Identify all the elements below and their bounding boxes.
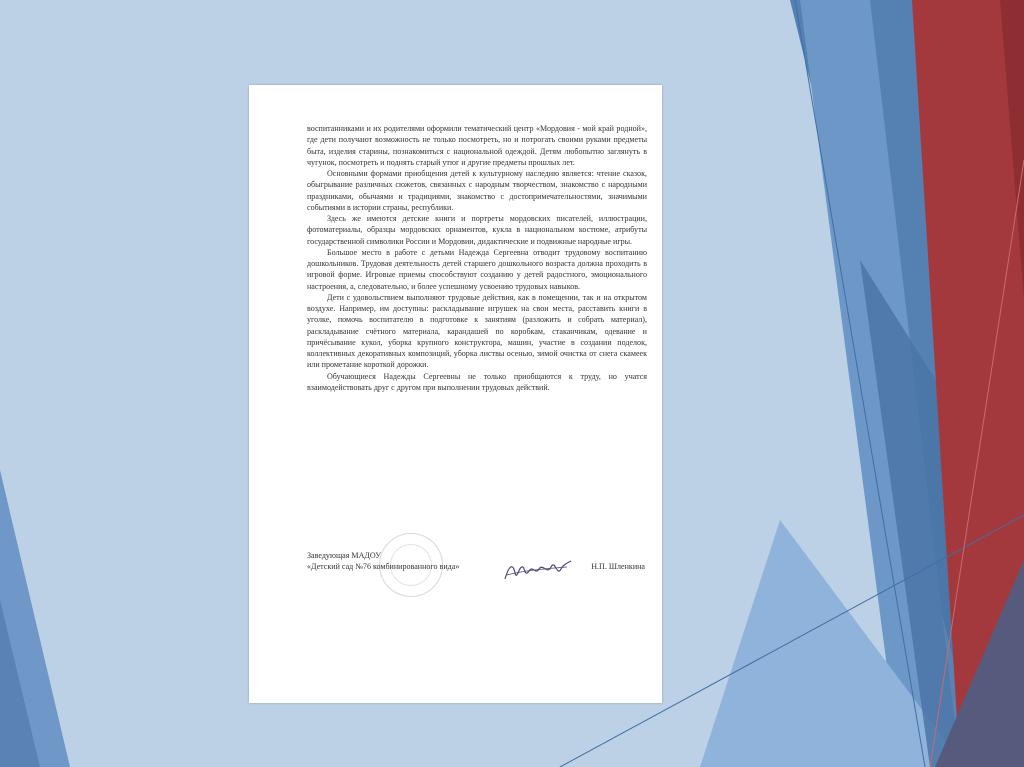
signature-title-line1: Заведующая МАДОУ [307, 551, 381, 560]
paragraph-5: Дети с удовольствием выполняют трудовые действия, как в помещении, так и на открытом воздухе. Например, им доступны: раскладывание игрушек на свои места, расставить книги в уголке, помочь воспитателю в подготовке к занятиям (разложить и собрать материал), раскладывание счётного материала, карандашей по коробкам, стаканчикам, одевание и причёсывание кукол, уборка крупного конструктора, машин, участие в создании поделок, коллективных декоративных композиций, уборка листвы осенью, зимой очистка от снега скамеек или прометание короткой дорожки. [307, 292, 647, 370]
document-page [249, 85, 662, 703]
paragraph-1: воспитанниками и их родителями оформили тематический центр «Мордовия - мой край родной», где дети получают возможность не только посмотреть, но и потрогать своими руками предметы быта, изделия старины, познакомиться с национальной одеждой. Детям любопытно заглянуть в чугунок, посмотреть и поднять старый утюг и другие предметы прошлых лет. [307, 124, 647, 167]
paragraph-2: Основными формами приобщения детей к культурному наследию является: чтение сказок, обыгрывание различных сюжетов, связанных с народным творчеством, знакомство с народными праздниками, обычаями и традициями, знакомство с достопримечательностями, значимыми событиями в истории страны, республики. [307, 169, 647, 212]
signature-name: Н.П. Шленкина [591, 562, 645, 572]
document-body [307, 123, 647, 393]
paragraph-4: Большое место в работе с детьми Надежда Сергеевна отводит трудовому воспитанию дошкольников. Трудовая деятельность детей старшего дошкольного возраста должна проходить в игровой форме. Игровые приемы способствуют созданию у детей радостного, эмоционального настроения, а, следовательно, и более успешному усвоению трудовых навыков. [307, 247, 647, 291]
signature-title-line2 [307, 561, 647, 572]
paragraph-6: Обучающиеся Надежды Сергеевны не только приобщаются к труду, но учатся взаимодействовать друг с другом при выполнении трудовых действий. [307, 371, 647, 392]
signature-block [307, 550, 647, 573]
signature-org: «Детский сад №76 комбинированного вида» [307, 562, 460, 572]
paragraph-3: Здесь же имеются детские книги и портреты мордовских писателей, иллюстрации, фотоматериалы, образцы мордовских орнаментов, кукла в национальном костюме, атрибуты государственной символики России и Мордовии, дидактические и подвижные народные игры. [307, 214, 647, 246]
